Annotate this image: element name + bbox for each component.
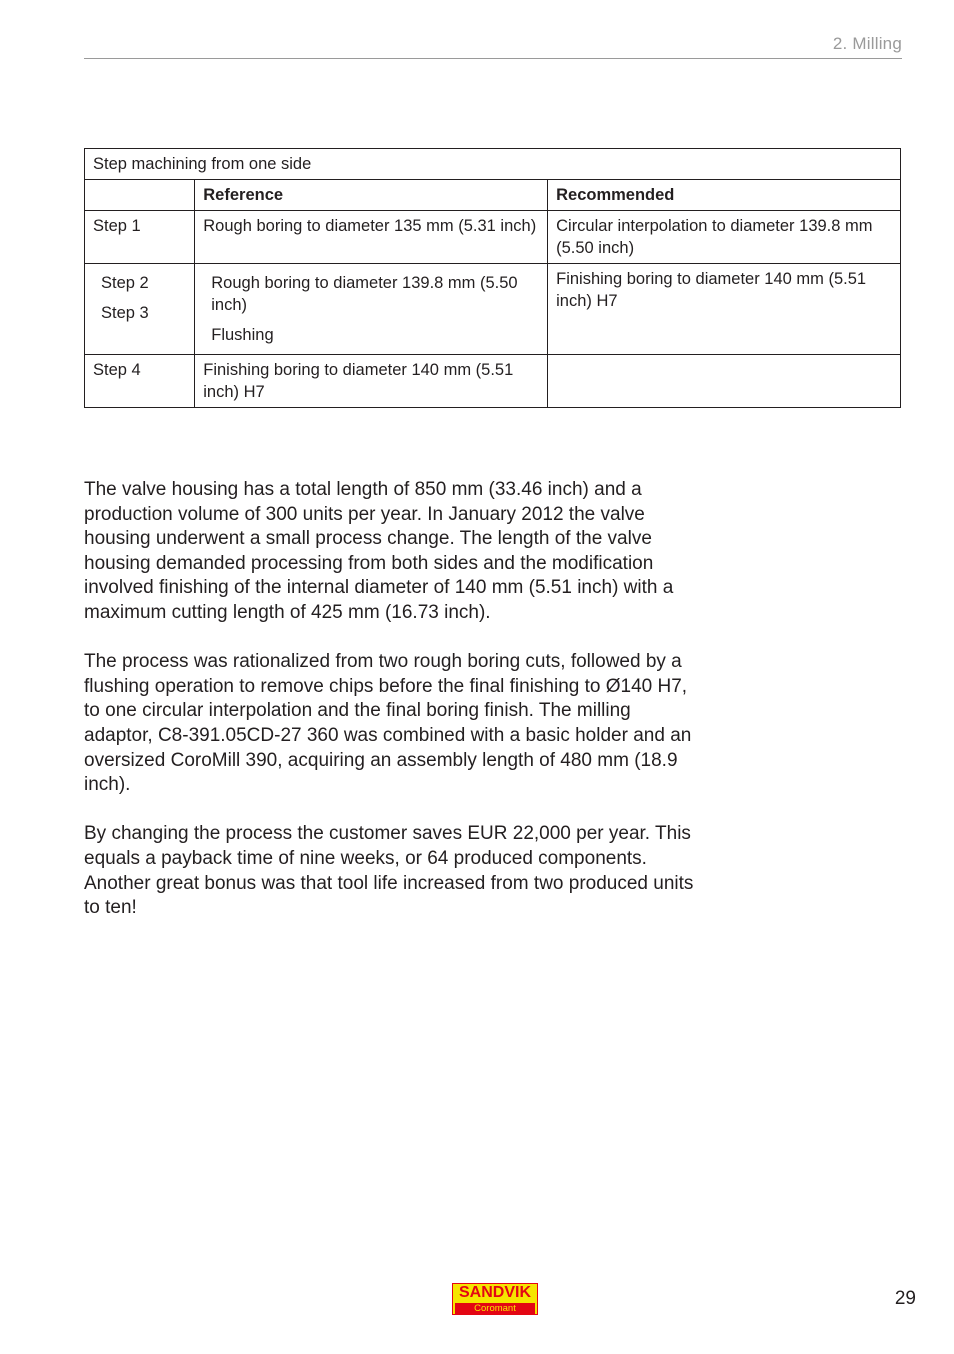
table-row (85, 264, 901, 355)
table-header-row (85, 180, 901, 211)
step-label: Step 1 (85, 211, 195, 264)
reference-cell: Flushing (211, 326, 274, 344)
column-header-step (85, 180, 195, 211)
table-row (85, 355, 901, 408)
table-row (85, 211, 901, 264)
recommended-cell: Finishing boring to diameter 140 mm (5.51 inch) H7 (548, 264, 901, 355)
step-machining-table (84, 148, 901, 408)
step-label: Step 2 (101, 274, 149, 292)
sandvik-coromant-logo (452, 1283, 538, 1315)
header-divider (84, 58, 902, 59)
table-caption: Step machining from one side (85, 149, 901, 180)
reference-cell-group (195, 264, 548, 355)
running-head: 2. Milling (832, 34, 902, 53)
paragraph: By changing the process the customer saves EUR 22,000 per year. This equals a payback time of nine weeks, or 64 produced components. Another great bonus was that tool life increased from two produced units to ten! (84, 823, 694, 919)
paragraph: The valve housing has a total length of 850 mm (33.46 inch) and a production volume of 300 units per year. In January 2012 the valve housing underwent a small process change. The length of the valve housing demanded processing from both sides and the modification involved finishing of the internal diameter of 140 mm (5.51 inch) with a maximum cutting length of 425 mm (16.73 inch). (84, 479, 674, 623)
step-label-group (85, 264, 195, 355)
logo-brand-text: SANDVIK (458, 1284, 531, 1301)
table-caption-row (85, 149, 901, 180)
column-header-recommended: Recommended (548, 180, 901, 211)
recommended-cell: Circular interpolation to diameter 139.8 mm (5.50 inch) (548, 211, 901, 264)
step-label: Step 3 (101, 304, 149, 322)
paragraph: The process was rationalized from two rough boring cuts, followed by a flushing operation to remove chips before the final finishing to Ø140 H7, to one circular interpolation and the final boring finish. The milling adaptor, C8-391.05CD-27 360 was combined with a basic holder and an oversized CoroMill 390, acquiring an assembly length of 480 mm (18.9 inch). (84, 651, 692, 796)
column-header-reference: Reference (195, 180, 548, 211)
body-text (84, 478, 694, 945)
reference-cell: Finishing boring to diameter 140 mm (5.51 inch) H7 (195, 355, 548, 408)
recommended-cell (548, 355, 901, 408)
page-number: 29 (894, 1288, 916, 1309)
logo-sub-text: Coromant (455, 1303, 535, 1314)
reference-cell: Rough boring to diameter 139.8 mm (5.50 inch) (211, 274, 518, 314)
reference-cell: Rough boring to diameter 135 mm (5.31 inch) (195, 211, 548, 264)
step-label: Step 4 (85, 355, 195, 408)
